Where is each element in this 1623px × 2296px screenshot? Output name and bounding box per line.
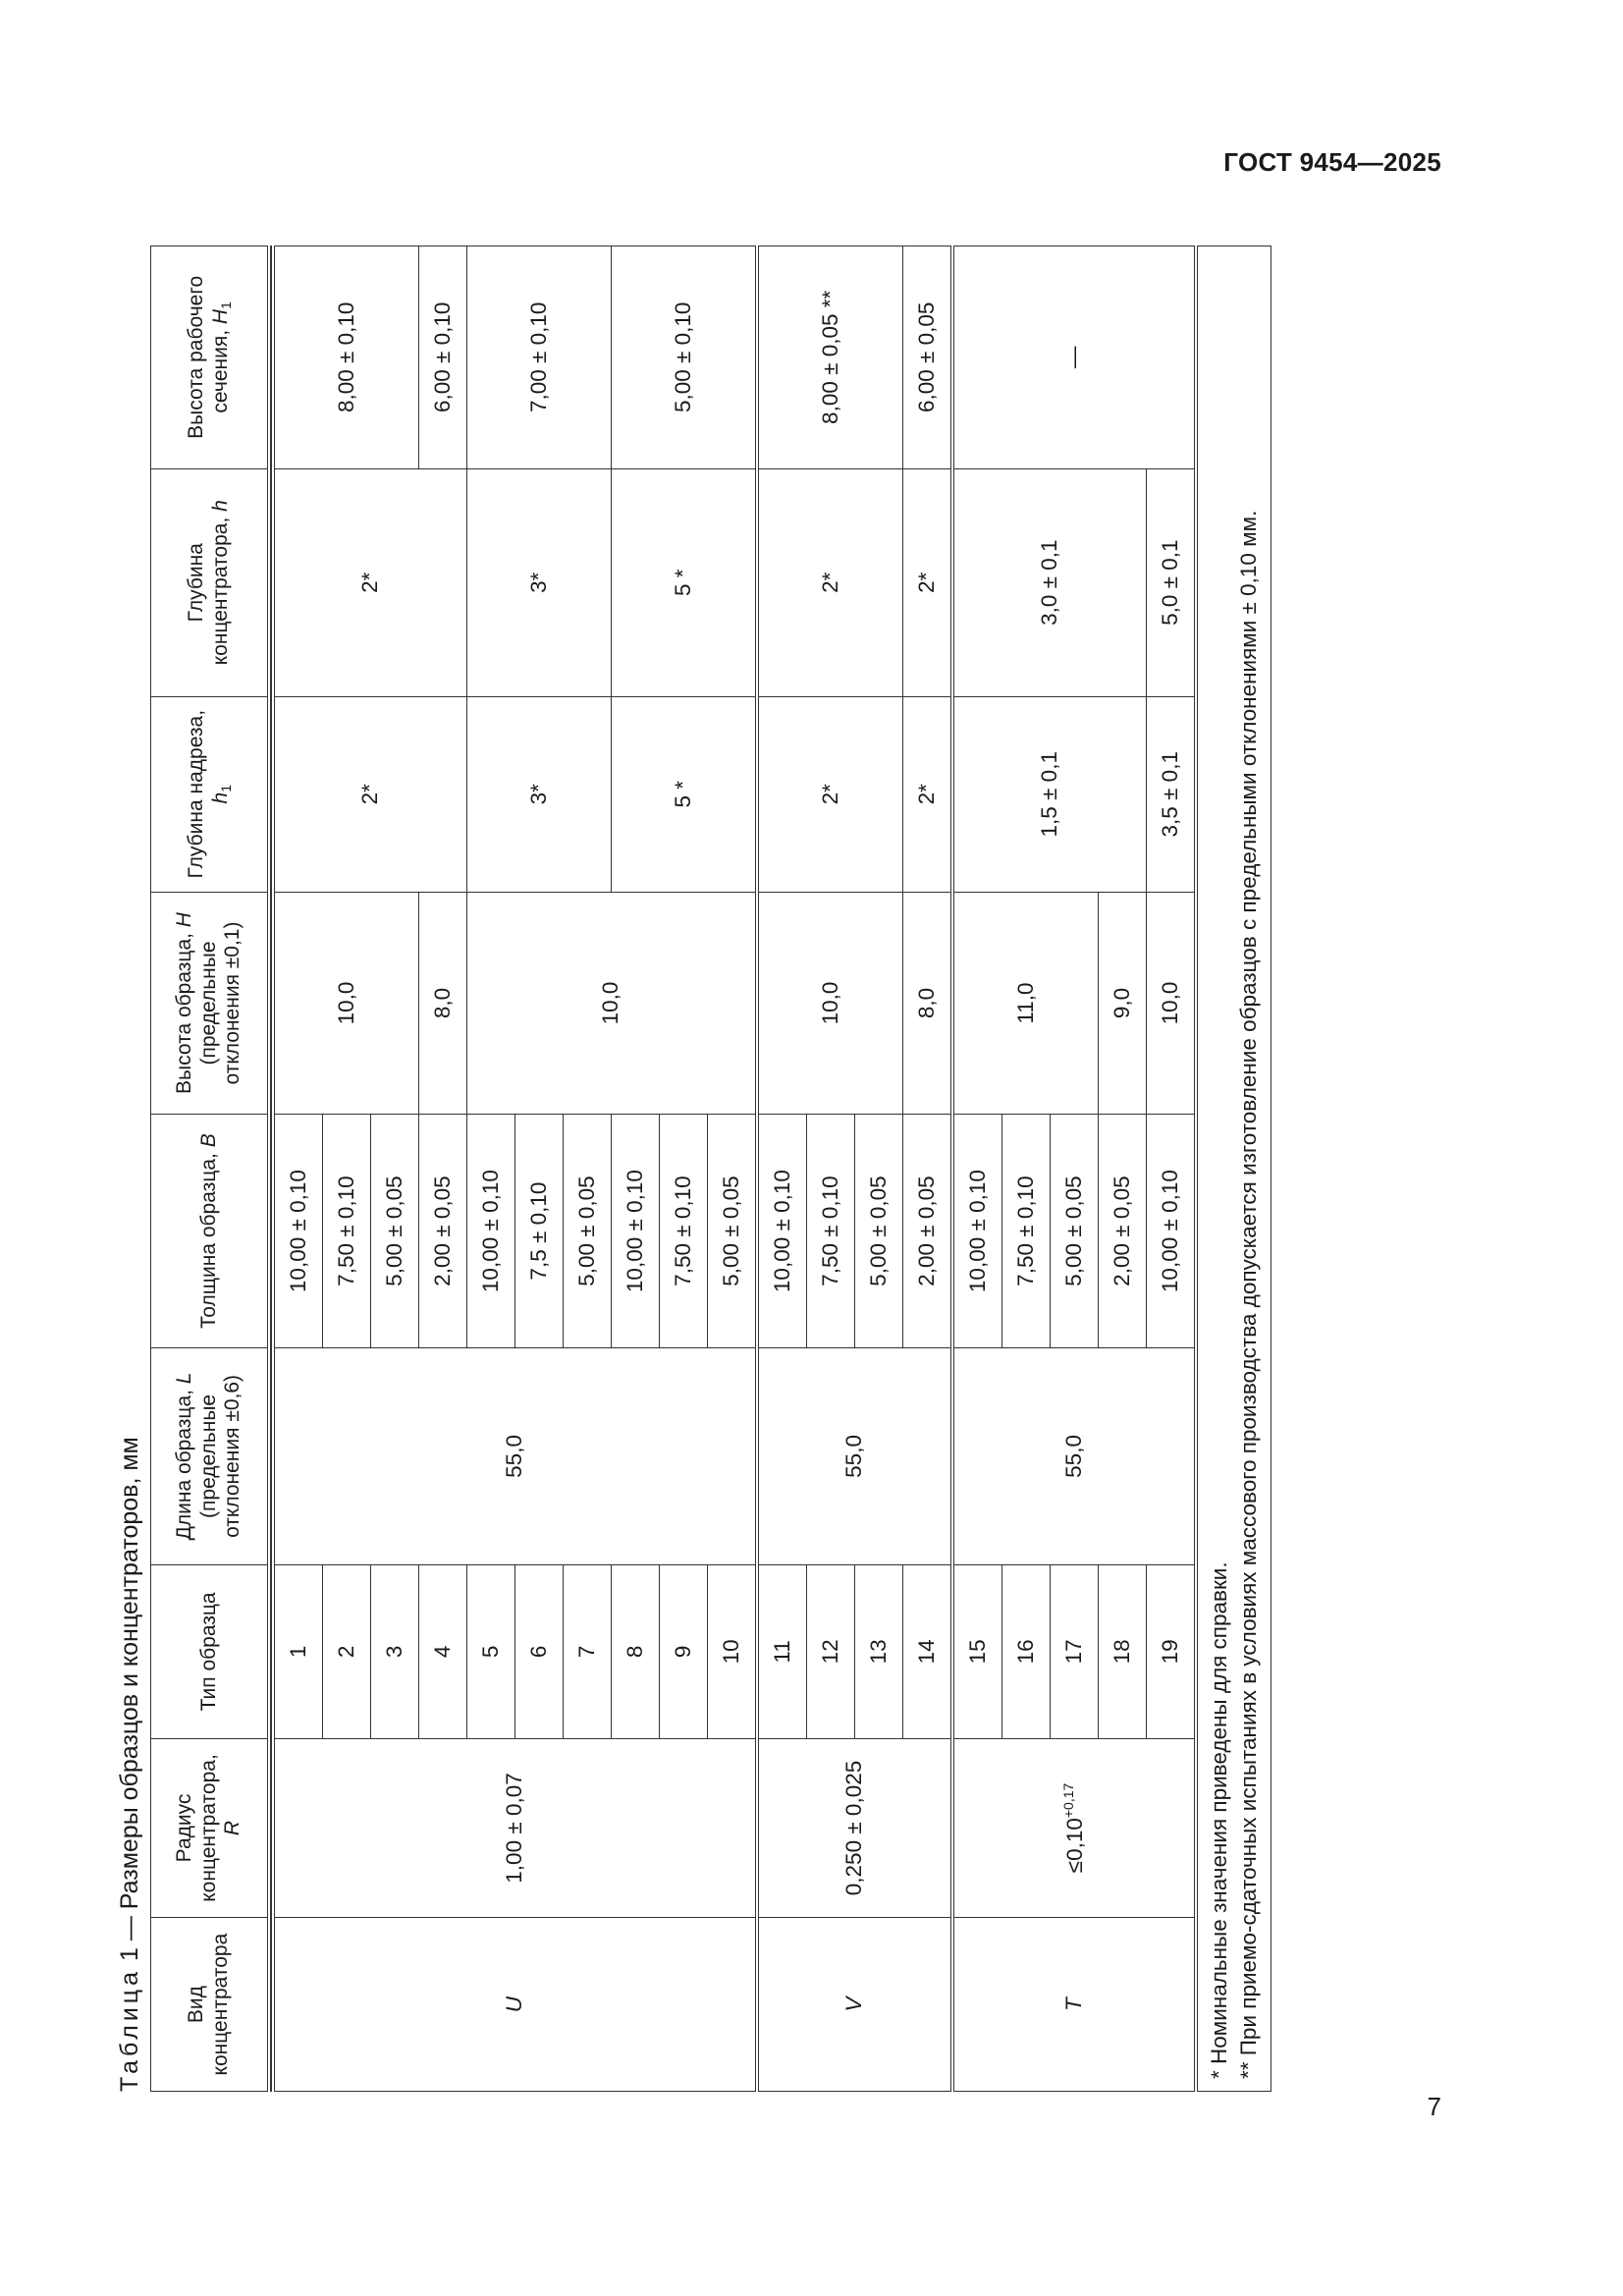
working-section-cell: 7,00 ± 0,10: [467, 246, 612, 469]
working-section-cell: 6,00 ± 0,05: [903, 246, 953, 469]
radius-cell: 0,250 ± 0,025: [757, 1738, 952, 1917]
table-caption: [116, 1437, 144, 2092]
thickness-cell: 7,50 ± 0,10: [1002, 1115, 1051, 1348]
type-cell: 13: [855, 1564, 903, 1738]
height-cell: 8,0: [903, 892, 953, 1115]
type-cell: 4: [419, 1564, 467, 1738]
type-cell: 18: [1099, 1564, 1147, 1738]
type-cell: 14: [903, 1564, 953, 1738]
notch-cell: 2*: [903, 696, 953, 892]
concentrator-cell: 3*: [467, 468, 612, 696]
type-cell: 11: [757, 1564, 807, 1738]
concentrator-cell: 5 *: [612, 468, 758, 696]
type-cell: 3: [371, 1564, 419, 1738]
type-cell: 15: [952, 1564, 1002, 1738]
thickness-cell: 7,50 ± 0,10: [323, 1115, 371, 1348]
type-cell: 17: [1051, 1564, 1099, 1738]
thickness-cell: 10,00 ± 0,10: [273, 1115, 323, 1348]
height-cell: 9,0: [1099, 892, 1147, 1115]
table-row: [757, 246, 807, 2092]
header-type: Тип образца: [151, 1564, 270, 1738]
height-cell: 10,0: [467, 892, 758, 1115]
thickness-cell: 7,50 ± 0,10: [660, 1115, 708, 1348]
thickness-cell: 5,00 ± 0,05: [1051, 1115, 1099, 1348]
thickness-cell: 10,00 ± 0,10: [467, 1115, 515, 1348]
kind-cell: U: [273, 1918, 757, 2092]
concentrator-cell: 5,0 ± 0,1: [1147, 468, 1197, 696]
type-cell: 12: [807, 1564, 855, 1738]
type-cell: 16: [1002, 1564, 1051, 1738]
thickness-cell: 7,5 ± 0,10: [515, 1115, 564, 1348]
specimen-dimensions-table: [150, 246, 1271, 2092]
type-cell: 2: [323, 1564, 371, 1738]
table-row: [273, 246, 323, 2092]
working-section-cell: 8,00 ± 0,05 **: [757, 246, 903, 469]
header-kind: Вид концентратора: [151, 1918, 270, 2092]
thickness-cell: 2,00 ± 0,05: [419, 1115, 467, 1348]
thickness-cell: 10,00 ± 0,10: [1147, 1115, 1197, 1348]
radius-cell: $\le 0,10^{+0,17}$: [952, 1738, 1196, 1917]
type-cell: 19: [1147, 1564, 1197, 1738]
footnote-row: [1196, 246, 1271, 2092]
thickness-cell: 10,00 ± 0,10: [612, 1115, 660, 1348]
concentrator-cell: 2*: [903, 468, 953, 696]
working-section-cell: 8,00 ± 0,10: [273, 246, 419, 469]
header-working-section: Высота рабочего сечения, $H_1$: [151, 246, 270, 469]
concentrator-cell: 2*: [273, 468, 467, 696]
type-cell: 10: [708, 1564, 758, 1738]
concentrator-cell: 2*: [757, 468, 903, 696]
type-cell: 9: [660, 1564, 708, 1738]
type-cell: 5: [467, 1564, 515, 1738]
thickness-cell: 2,00 ± 0,05: [1099, 1115, 1147, 1348]
footnote-1: * Номинальные значения приведены для справки.: [1206, 1561, 1231, 2079]
working-section-cell: 6,00 ± 0,10: [419, 246, 467, 469]
caption-text: 1 — Размеры образцов и концентраторов, мм: [116, 1437, 143, 1962]
header-radius: Радиус концентратора, R: [151, 1738, 270, 1917]
working-section-cell: —: [952, 246, 1196, 469]
notch-cell: 1,5 ± 0,1: [952, 696, 1147, 892]
notch-cell: 2*: [757, 696, 903, 892]
thickness-cell: 5,00 ± 0,05: [708, 1115, 758, 1348]
thickness-cell: 7,50 ± 0,10: [807, 1115, 855, 1348]
working-section-cell: 5,00 ± 0,10: [612, 246, 758, 469]
notch-cell: 5 *: [612, 696, 758, 892]
footnote-2: ** При приемо-сдаточных испытаниях в условиях массового производства допускается изготовление образцов с предельными отклонениями ± 0,10 мм.: [1236, 510, 1261, 2079]
type-cell: 7: [564, 1564, 612, 1738]
type-cell: 1: [273, 1564, 323, 1738]
height-cell: 11,0: [952, 892, 1099, 1115]
length-cell: 55,0: [273, 1347, 757, 1564]
kind-cell: V: [757, 1918, 952, 2092]
type-cell: 8: [612, 1564, 660, 1738]
thickness-cell: 5,00 ± 0,05: [371, 1115, 419, 1348]
height-cell: 10,0: [1147, 892, 1197, 1115]
page-number: 7: [1427, 2092, 1441, 2121]
kind-cell: T: [952, 1918, 1196, 2092]
thickness-cell: 10,00 ± 0,10: [757, 1115, 807, 1348]
notch-cell: 3*: [467, 696, 612, 892]
thickness-cell: 2,00 ± 0,05: [903, 1115, 953, 1348]
thickness-cell: 5,00 ± 0,05: [855, 1115, 903, 1348]
header-height: Высота образца, H (предельные отклонения ±0,1): [151, 892, 270, 1115]
notch-cell: 2*: [273, 696, 467, 892]
length-cell: 55,0: [757, 1347, 952, 1564]
height-cell: 10,0: [757, 892, 903, 1115]
header-notch-depth: Глубина надреза, $h_1$: [151, 696, 270, 892]
footnotes-cell: [1196, 246, 1271, 2092]
table-row: [952, 246, 1002, 2092]
concentrator-cell: 3,0 ± 0,1: [952, 468, 1147, 696]
header-length: Длина образца, L (предельные отклонения ±0,6): [151, 1347, 270, 1564]
height-cell: 8,0: [419, 892, 467, 1115]
length-cell: 55,0: [952, 1347, 1196, 1564]
thickness-cell: 10,00 ± 0,10: [952, 1115, 1002, 1348]
type-cell: 6: [515, 1564, 564, 1738]
document-code: ГОСТ 9454—2025: [1223, 147, 1441, 177]
radius-cell: 1,00 ± 0,07: [273, 1738, 757, 1917]
height-cell: 10,0: [273, 892, 419, 1115]
header-concentrator-depth: Глубина концентратора, h: [151, 468, 270, 696]
thickness-cell: 5,00 ± 0,05: [564, 1115, 612, 1348]
header-thickness: Толщина образца, B: [151, 1115, 270, 1348]
caption-label: Таблица: [116, 1967, 143, 2092]
rotated-table-block: [106, 246, 1314, 2092]
notch-cell: 3,5 ± 0,1: [1147, 696, 1197, 892]
